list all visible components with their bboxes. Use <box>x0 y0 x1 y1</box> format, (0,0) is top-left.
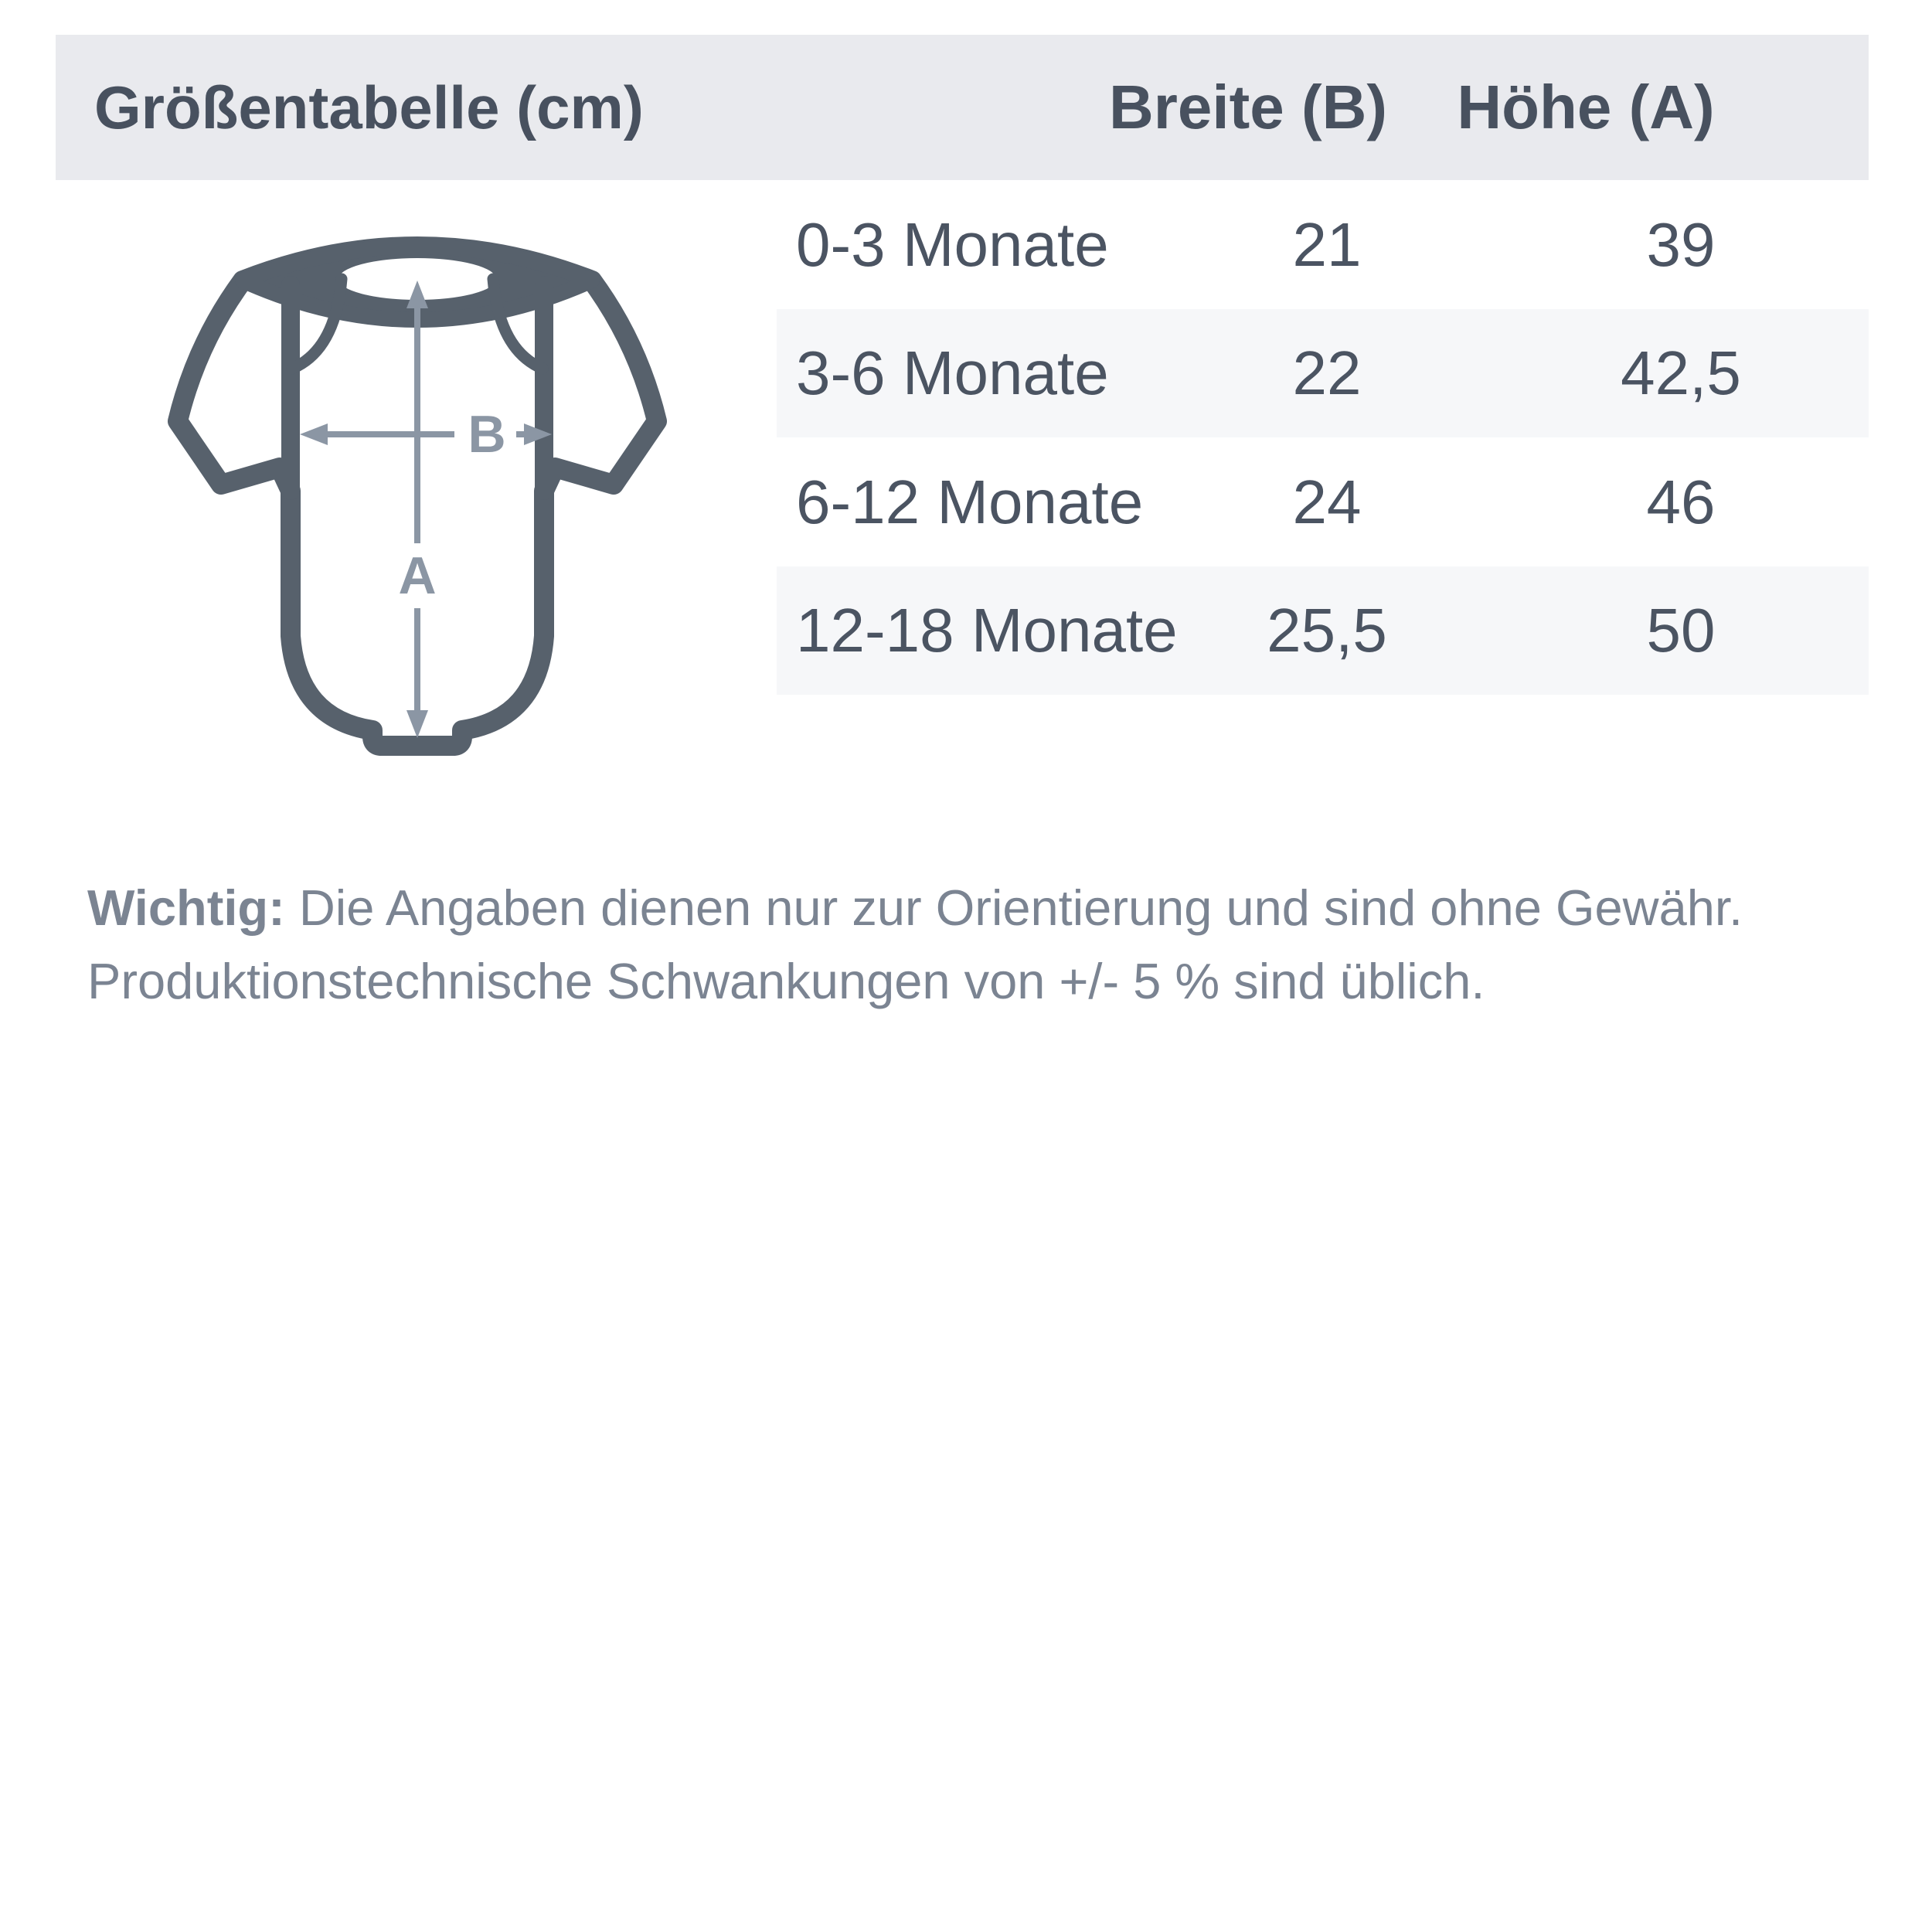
table-row <box>777 180 1869 309</box>
size-label: 3-6 Monate <box>796 338 1109 407</box>
height-value: 46 <box>1646 467 1716 536</box>
size-chart-title: Größentabelle (cm) <box>94 73 644 141</box>
disclaimer-line1: Die Angaben dienen nur zur Orientierung und sind ohne Gewähr. <box>298 879 1743 936</box>
table-row <box>777 566 1869 695</box>
height-value: 39 <box>1646 209 1716 279</box>
size-table-body <box>777 180 1869 695</box>
disclaimer-note <box>87 871 1880 1018</box>
column-header-height: Höhe (A) <box>1457 73 1715 141</box>
table-row <box>777 309 1869 437</box>
column-header-width: Breite (B) <box>1108 73 1388 141</box>
width-value: 24 <box>1292 467 1362 536</box>
width-value: 25,5 <box>1267 596 1387 665</box>
height-value: 50 <box>1646 596 1716 665</box>
table-header-band <box>56 35 1869 180</box>
table-row <box>777 437 1869 566</box>
width-value: 22 <box>1292 338 1362 407</box>
height-letter-label: A <box>398 546 437 605</box>
disclaimer-line2: Produktionstechnische Schwankungen von +/- 5 % sind üblich. <box>87 953 1485 1009</box>
size-label: 6-12 Monate <box>796 467 1144 536</box>
width-value: 21 <box>1292 209 1362 279</box>
height-value: 42,5 <box>1621 338 1741 407</box>
disclaimer-label: Wichtig: <box>87 879 285 936</box>
baby-bodysuit-diagram-icon <box>147 236 688 788</box>
size-label: 0-3 Monate <box>796 209 1109 279</box>
width-letter-label: B <box>468 405 506 464</box>
size-label: 12-18 Monate <box>796 596 1178 665</box>
